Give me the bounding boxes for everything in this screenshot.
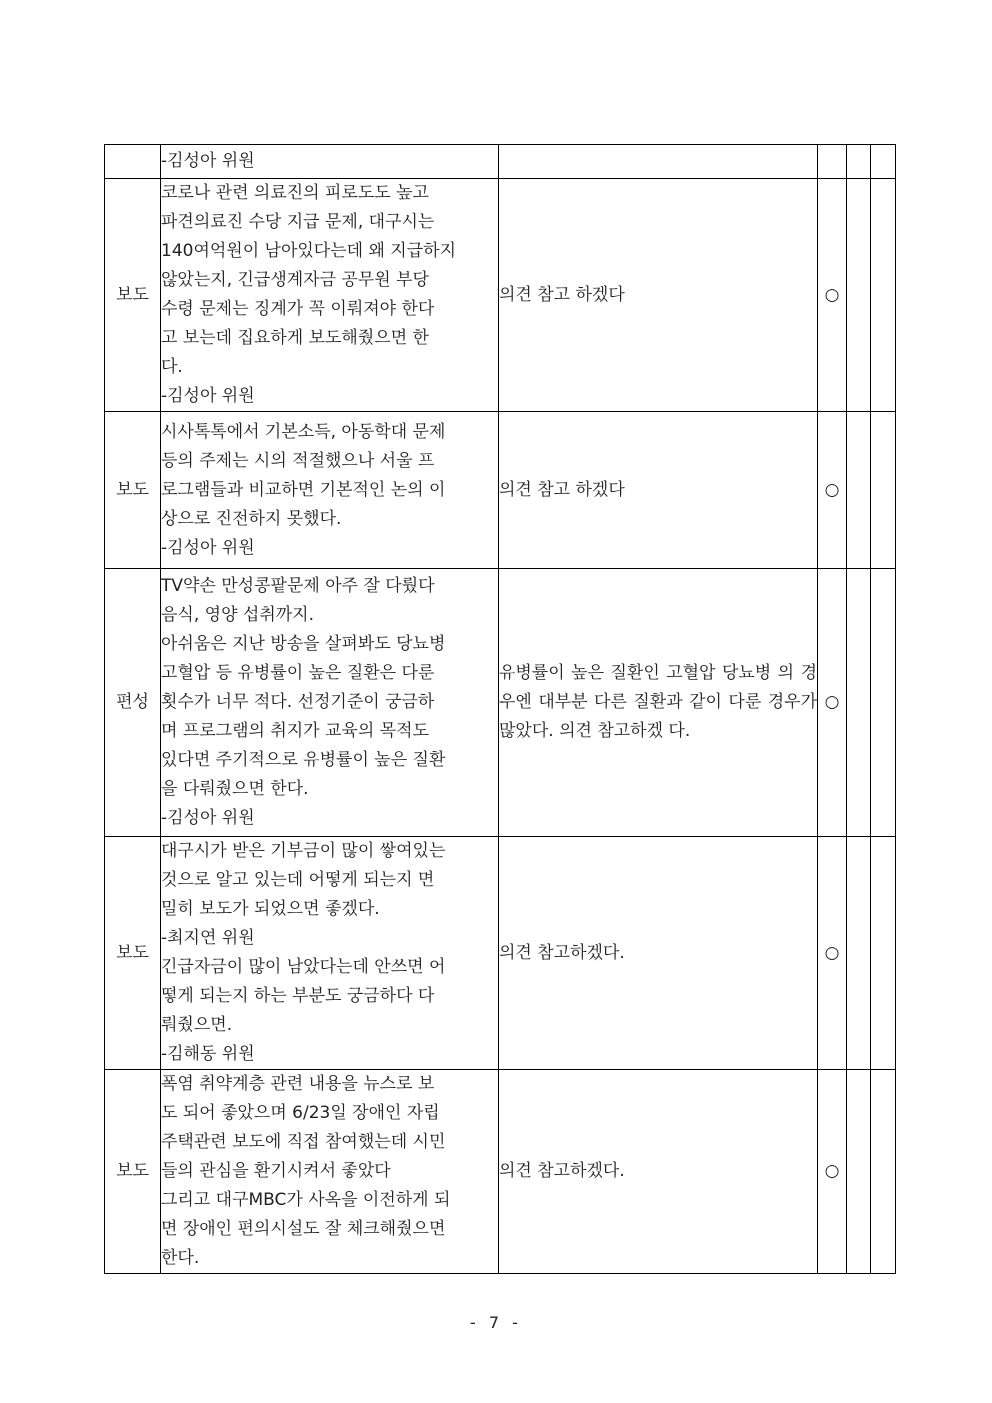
empty-cell-b	[871, 412, 896, 569]
opinion-line: 며 프로그램의 취지가 교육의 목적도	[161, 721, 429, 741]
opinion-line: -최지연 위원	[161, 928, 255, 948]
table-body	[105, 145, 896, 1274]
status-mark: ○	[818, 179, 847, 412]
category-cell: 보도	[105, 1070, 161, 1274]
status-mark	[818, 145, 847, 179]
status-mark: ○	[818, 412, 847, 569]
response-text: 의견 참고 하겠다	[499, 479, 625, 500]
opinion-cell	[161, 1070, 499, 1274]
response-cell	[499, 412, 818, 569]
empty-cell-a	[847, 1070, 871, 1274]
response-text: 의견 참고하겠다.	[499, 942, 625, 963]
category-cell: 편성	[105, 569, 161, 837]
status-mark: ○	[818, 837, 847, 1070]
table-row	[105, 569, 896, 837]
opinion-line: -김성아 위원	[161, 808, 255, 828]
category-cell: 보도	[105, 179, 161, 412]
table-row	[105, 1070, 896, 1274]
status-mark: ○	[818, 1070, 847, 1274]
opinion-line: 고혈압 등 유병률이 높은 질환은 다룬	[161, 663, 435, 683]
response-text: 의견 참고 하겠다	[499, 284, 625, 305]
response-cell	[499, 179, 818, 412]
opinion-line: TV약손 만성콩팥문제 아주 잘 다뤘다	[161, 576, 435, 596]
opinion-line: 140여억원이 남아있다는데 왜 지급하지	[161, 241, 456, 261]
opinion-line: 횟수가 너무 적다. 선정기준이 궁금하	[161, 692, 435, 712]
opinion-line: 떻게 되는지 하는 부분도 궁금하다 다	[161, 986, 435, 1006]
opinion-line: 긴급자금이 많이 남았다는데 안쓰면 어	[161, 957, 446, 977]
opinion-line: 면 장애인 편의시설도 잘 체크해줬으면	[161, 1219, 446, 1239]
opinion-cell	[161, 179, 499, 412]
empty-cell-a	[847, 179, 871, 412]
opinion-line: -김성아 위원	[161, 537, 255, 558]
opinion-cell	[161, 412, 499, 569]
opinion-line: 로그램들과 비교하면 기본적인 논의 이	[161, 479, 446, 500]
empty-cell-b	[871, 569, 896, 837]
opinion-line: 파견의료진 수당 지급 문제, 대구시는	[161, 212, 435, 232]
opinion-line: 아쉬움은 지난 방송을 살펴봐도 당뇨병	[161, 634, 446, 654]
opinion-line: 그리고 대구MBC가 사옥을 이전하게 되	[161, 1190, 451, 1210]
response-cell	[499, 569, 818, 837]
opinion-line: 들의 관심을 환기시켜서 좋았다	[161, 1161, 391, 1181]
opinion-line: 등의 주제는 시의 적절했으나 서울 프	[161, 450, 435, 471]
opinion-line: 있다면 주기적으로 유병률이 높은 질환	[161, 750, 446, 770]
opinion-line: 밀히 보도가 되었으면 좋겠다.	[161, 899, 380, 919]
opinion-line: -김성아 위원	[161, 386, 255, 406]
opinion-cell	[161, 837, 499, 1070]
response-cell	[499, 1070, 818, 1274]
opinion-line: 시사톡톡에서 기본소득, 아동학대 문제	[161, 421, 446, 442]
category-cell: 보도	[105, 837, 161, 1070]
table-row	[105, 837, 896, 1070]
status-mark: ○	[818, 569, 847, 837]
opinion-line: 도 되어 좋았으며 6/23일 장애인 자립	[161, 1103, 440, 1123]
opinion-line: 않았는지, 긴급생계자금 공무원 부당	[161, 270, 429, 290]
table-row	[105, 145, 896, 179]
opinion-line: 코로나 관련 의료진의 피로도도 높고	[161, 183, 429, 203]
category-cell: 보도	[105, 412, 161, 569]
empty-cell-b	[871, 179, 896, 412]
category-cell	[105, 145, 161, 179]
opinion-line: 을 다뤄줬으면 한다.	[161, 779, 309, 799]
opinion-line: 폭염 취약계층 관련 내용을 뉴스로 보	[161, 1074, 435, 1094]
opinion-line: -김성아 위원	[161, 151, 255, 171]
opinion-line: 대구시가 받은 기부금이 많이 쌓여있는	[161, 841, 446, 861]
empty-cell-a	[847, 837, 871, 1070]
empty-cell-a	[847, 569, 871, 837]
opinion-line: 음식, 영양 섭취까지.	[161, 605, 314, 625]
empty-cell-b	[871, 145, 896, 179]
opinion-line: 한다.	[161, 1248, 200, 1268]
response-text: 의견 참고하겠다.	[499, 1161, 625, 1181]
opinion-line: 수령 문제는 징계가 꼭 이뤄져야 한다	[161, 299, 435, 319]
minutes-table	[104, 144, 896, 1274]
opinion-line: 주택관련 보도에 직접 참여했는데 시민	[161, 1132, 446, 1152]
table-row	[105, 412, 896, 569]
empty-cell-b	[871, 1070, 896, 1274]
opinion-cell	[161, 569, 499, 837]
response-cell	[499, 837, 818, 1070]
opinion-line: 뤄줬으면.	[161, 1015, 233, 1035]
empty-cell-a	[847, 412, 871, 569]
page-number: - 7 -	[470, 1313, 522, 1332]
table-row	[105, 179, 896, 412]
opinion-line: 고 보는데 집요하게 보도해줬으면 한	[161, 328, 429, 348]
opinion-line: 다.	[161, 357, 183, 377]
opinion-line: -김해동 위원	[161, 1044, 255, 1064]
response-cell	[499, 145, 818, 179]
opinion-cell	[161, 145, 499, 179]
empty-cell-a	[847, 145, 871, 179]
response-text: 유병률이 높은 질환인 고혈압 당뇨병 의 경우엔 대부분 다른 질환과 같이 다룬 경우가 많았다. 의견 참고하겠 다.	[499, 663, 817, 741]
empty-cell-b	[871, 837, 896, 1070]
opinion-line: 것으로 알고 있는데 어떻게 되는지 면	[161, 870, 435, 890]
opinion-line: 상으로 진전하지 못했다.	[161, 508, 342, 529]
